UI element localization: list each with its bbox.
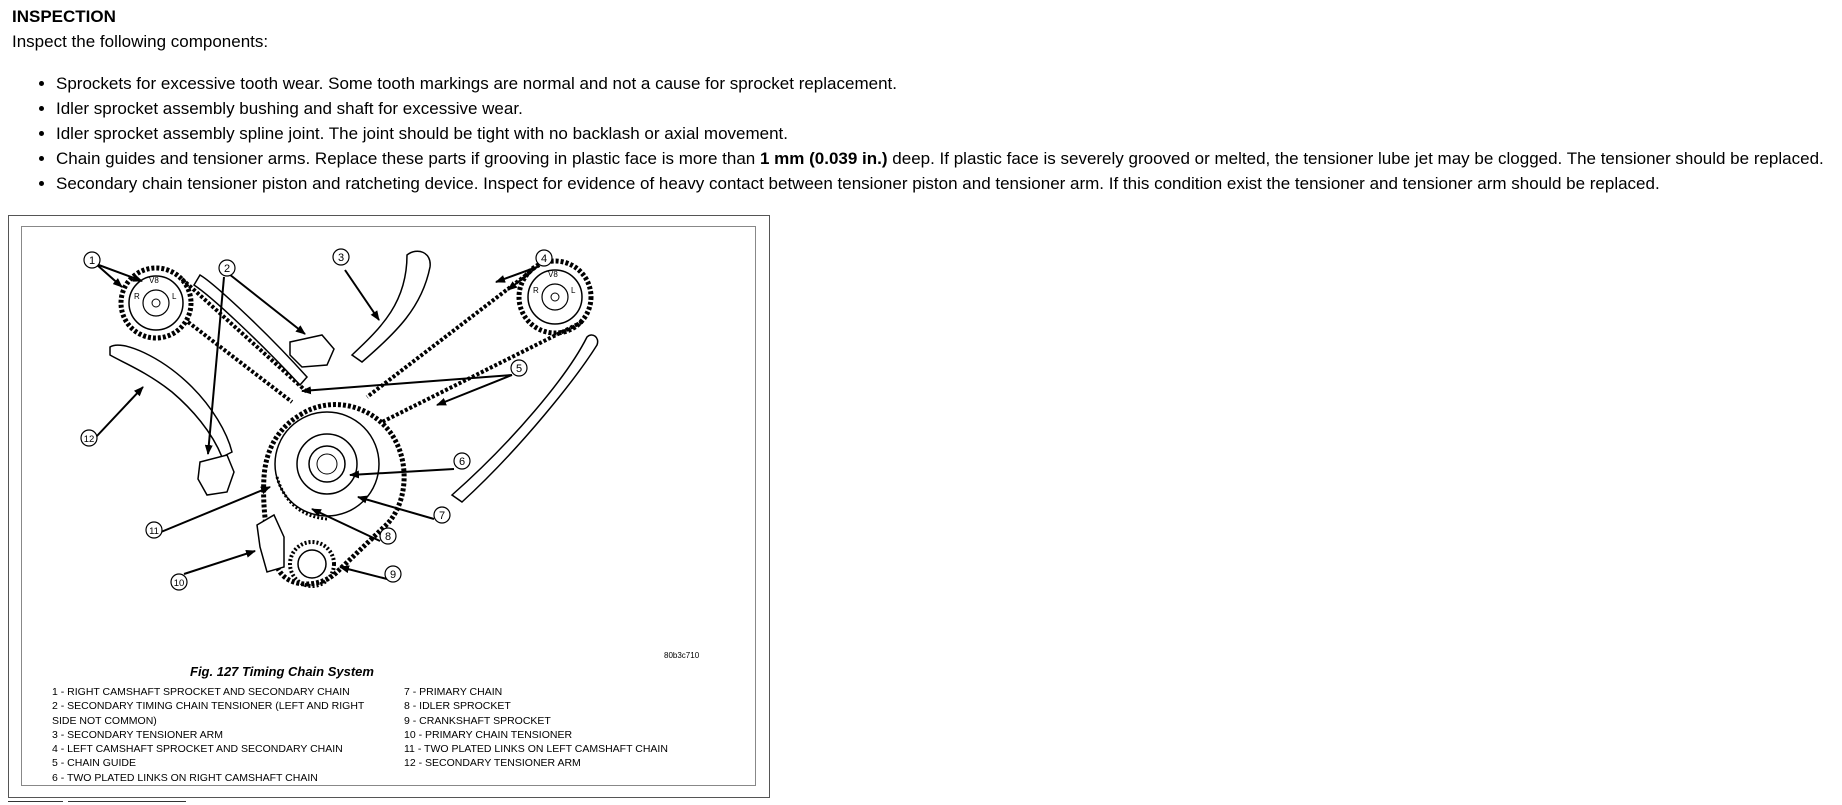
list-item <box>56 147 1824 172</box>
intro-text: Inspect the following components: <box>12 32 269 51</box>
legend-item: 8 - IDLER SPROCKET <box>404 700 511 713</box>
secondary-chains <box>182 272 582 422</box>
section-heading: INSPECTION <box>12 7 116 26</box>
callout-6: 6 <box>458 456 466 468</box>
callout-8: 8 <box>384 531 392 543</box>
legend-item: 1 - RIGHT CAMSHAFT SPROCKET AND SECONDARY CHAIN <box>52 686 350 698</box>
inspection-list <box>12 72 1824 197</box>
legend-item: 10 - PRIMARY CHAIN TENSIONER <box>404 728 573 741</box>
list-item-text: Chain guides and tensioner arms. Replace these parts if grooving in plastic face is more than <box>56 149 760 168</box>
callout-5: 5 <box>515 363 523 375</box>
legend-item: 11 - TWO PLATED LINKS ON LEFT CAMSHAFT CHAIN <box>404 743 668 756</box>
figure-reference-id: 80b3c710 <box>664 651 700 660</box>
legend-left <box>52 685 382 785</box>
legend-item: 6 - TWO PLATED LINKS ON RIGHT CAMSHAFT CHAIN <box>52 771 318 784</box>
list-item: • Idler sprocket assembly spline joint. The joint should be tight with no backlash or axial movement. <box>56 122 1824 147</box>
legend-item: 12 - SECONDARY TENSIONER ARM <box>404 757 581 770</box>
sprocket-label-r: R <box>134 292 140 301</box>
list-item: • Idler sprocket assembly bushing and shaft for excessive wear. <box>56 97 1824 122</box>
bottom-tab-left[interactable] <box>8 801 63 805</box>
callout-9: 9 <box>389 569 397 581</box>
legend-item: 5 - CHAIN GUIDE <box>52 757 137 770</box>
callout-4: 4 <box>540 253 548 265</box>
timing-chain-diagram <box>22 227 757 667</box>
callout-3: 3 <box>337 252 345 264</box>
sprocket-label-r: R <box>533 286 539 295</box>
list-item-text: deep. If plastic face is severely grooved or melted, the tensioner lube jet may be clogged. The tensioner should be replaced. <box>887 149 1824 168</box>
legend-item: 2 - SECONDARY TIMING CHAIN TENSIONER (LEFT AND RIGHT SIDE NOT COMMON) <box>52 700 365 727</box>
legend-item: 7 - PRIMARY CHAIN <box>404 686 503 698</box>
figure-inner-border <box>21 226 756 786</box>
sprocket-label-v8: V8 <box>548 270 558 279</box>
bottom-tab-right[interactable] <box>68 801 186 805</box>
legend-right <box>404 685 734 771</box>
legend-item: 3 - SECONDARY TENSIONER ARM <box>52 728 223 741</box>
callout-10: 10 <box>173 578 185 589</box>
callout-12: 12 <box>83 434 95 445</box>
callouts <box>81 249 552 590</box>
sprocket-label-l: L <box>571 286 576 295</box>
figure-caption: Fig. 127 Timing Chain System <box>190 664 374 679</box>
callout-2: 2 <box>223 263 231 275</box>
list-item: • Sprockets for excessive tooth wear. Some tooth markings are normal and not a cause for sprocket replacement. <box>56 72 1824 97</box>
legend-item: 9 - CRANKSHAFT SPROCKET <box>404 714 551 727</box>
list-item: • Secondary chain tensioner piston and ratcheting device. Inspect for evidence of heavy contact between tensioner piston and tensioner arm. If this condition exist the tensioner and tensioner arm should be replaced. <box>56 172 1824 197</box>
callout-7: 7 <box>438 510 446 522</box>
tensioner-arms <box>110 251 598 502</box>
crankshaft-sprocket <box>290 542 334 586</box>
primary-chain-tensioner <box>257 515 284 572</box>
legend-item: 4 - LEFT CAMSHAFT SPROCKET AND SECONDARY CHAIN <box>52 743 343 756</box>
right-camshaft-sprocket <box>121 268 191 338</box>
sprocket-label-v8: V8 <box>149 276 159 285</box>
sprocket-label-l: L <box>172 292 177 301</box>
callout-1: 1 <box>88 255 96 267</box>
figure-frame <box>8 215 770 798</box>
spec-value: 1 mm (0.039 in.) <box>760 149 888 168</box>
idler-sprocket <box>275 412 379 519</box>
callout-11: 11 <box>149 526 159 537</box>
